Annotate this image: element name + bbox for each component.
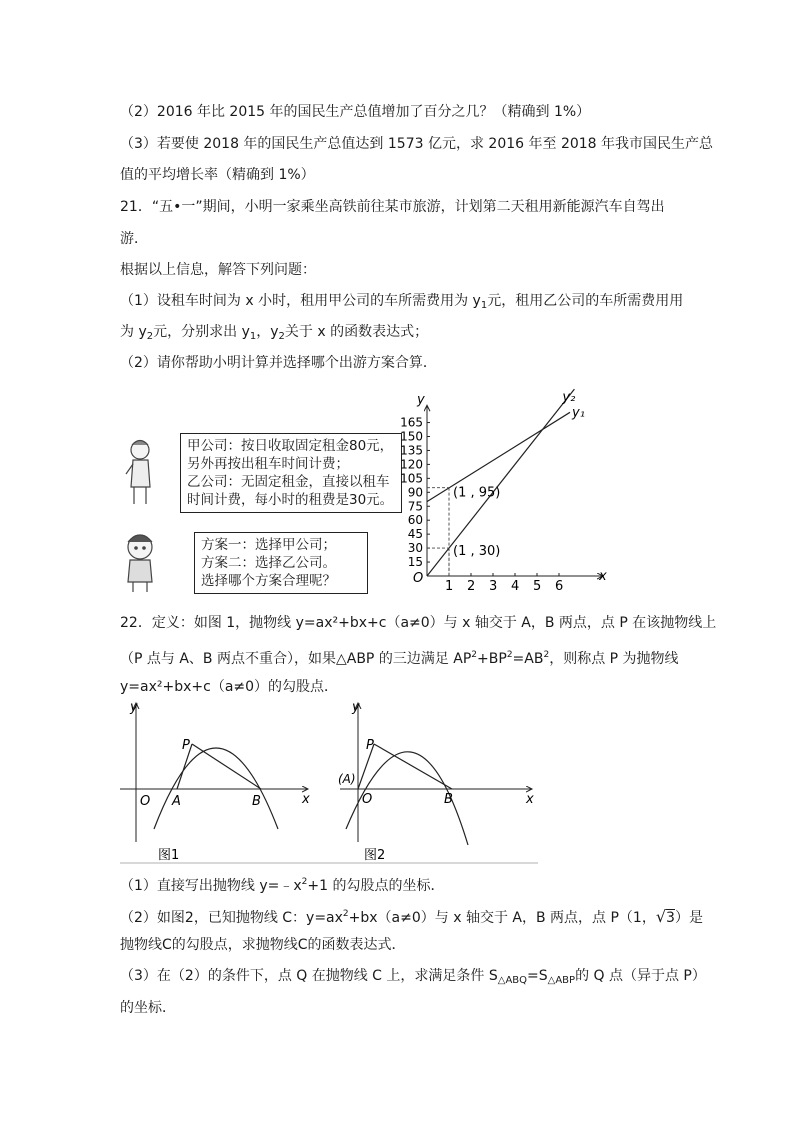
sqrt-sign: √ (655, 907, 667, 926)
q21-part1-line2 (120, 322, 428, 347)
q22-part3-eq: =S (527, 968, 548, 984)
q22-part1-sq: 2 (301, 877, 308, 887)
q22-line2 (120, 645, 679, 669)
q21-part1-text-f: 关于 x 的函数表达式； (284, 324, 429, 340)
q21-part1-text-d: 元，分别求出 y (153, 324, 250, 340)
chart-x-tick-label: 2 (467, 579, 476, 594)
q22-part3-b: 的 Q 点（异于点 P） (575, 968, 706, 984)
q22-sq-1: 2 (471, 650, 478, 660)
chart-x-label: x (599, 569, 607, 584)
chart-point-annotation: (1 , 95) (453, 485, 501, 501)
q21-part1-text-c: 为 y (120, 324, 147, 340)
chart-y-tick-label: 45 (407, 527, 423, 542)
fig1-caption: 图1 (158, 848, 180, 863)
q22-part3-line2: 的坐标． (120, 1000, 176, 1016)
fig1-p-label: P (182, 738, 190, 753)
q21-sub-2b: 2 (278, 331, 285, 342)
rental-info-line-1: 甲公司：按日收取固定租金80元， (187, 438, 394, 454)
rental-info-box (180, 433, 402, 513)
rental-info-line-4: 时间计费，每小时的租费是30元。 (187, 492, 394, 508)
chart-y-label: y (417, 392, 425, 408)
chart-y-tick-label: 120 (400, 457, 423, 472)
cartoon-figures (118, 432, 178, 592)
fig2-y-label: y (352, 700, 360, 715)
q21-part2: （2）请你帮助小明计算并选择哪个出游方案合算． (120, 355, 437, 371)
q21-part1-line1 (120, 291, 683, 316)
chart-y-tick-label: 165 (400, 415, 423, 430)
q20-part3-line2: 值的平均增长率（精确到 1%） (120, 167, 315, 183)
q22-part3-sub1: △ABQ (497, 975, 528, 986)
q21-part1-text-a: （1）设租车时间为 x 小时，租用甲公司的车所需费用为 y (120, 293, 481, 309)
fig1-origin-label: O (140, 794, 151, 809)
q21-sub-1b: 1 (249, 331, 257, 342)
q22-line2-a: （P 点与 A、B 两点不重合），如果△ABP 的三边满足 AP (120, 651, 472, 667)
q22-part2-b: +bx（a≠0）与 x 轴交于 A，B 两点，点 P（1， (348, 910, 656, 926)
q20-part3-line1: （3）若要使 2018 年的国民生产总值达到 1573 亿元，求 2016 年至 2018 年我市国民生产总 (120, 136, 714, 152)
q22-part2-a: （2）如图2，已知抛物线 C：y=ax (120, 910, 343, 926)
q22-line2-b: +BP (477, 651, 507, 667)
q22-part1 (120, 872, 445, 896)
q22-line3: y=ax²+bx+c（a≠0）的勾股点． (120, 679, 339, 695)
chart-y-tick-label: 135 (400, 443, 423, 458)
q21-sub-1: 1 (480, 300, 488, 311)
rental-info-line-2: 另外再按出租车时间计费； (187, 456, 349, 472)
fig2-b-label: B (444, 792, 453, 807)
q22-part1-a: （1）直接写出抛物线 y=﹣x (120, 878, 302, 894)
q21-part1-text-b: 元，租用乙公司的车所需费用用 (487, 293, 684, 309)
fig2-origin-label: O (362, 792, 373, 807)
plan-options-box (194, 532, 368, 594)
fig2-a-label: (A) (338, 772, 356, 786)
fig2-segment-pb (374, 744, 452, 789)
chart-x-tick-label: 1 (445, 579, 454, 594)
q22-line1: 22．定义：如图 1，抛物线 y=ax²+bx+c（a≠0）与 x 轴交于 A，B 两点，点 P 在该抛物线上 (120, 615, 717, 631)
rental-info-line-3: 乙公司：无固定租金，直接以租车 (187, 474, 390, 490)
chart-series-label-y2: y₂ (562, 390, 576, 406)
q21-intro-line1: 21．“五•一”期间，小明一家乘坐高铁前往某市旅游，计划第二天租用新能源汽车自驾出 (120, 199, 665, 215)
q22-part3-sub2: △ABP (547, 975, 576, 986)
q20-part2: （2）2016 年比 2015 年的国民生产总值增加了百分之几？（精确到 1%） (120, 104, 591, 120)
q22-line2-c: =AB (512, 651, 544, 667)
fig2-caption: 图2 (364, 848, 386, 863)
q21-intro-line2: 游． (120, 231, 148, 247)
figure-2 (338, 700, 534, 863)
chart-origin-label: O (413, 571, 424, 586)
chart-y-tick-label: 150 (400, 429, 423, 444)
fig1-a-label: A (172, 794, 181, 809)
q22-part3-a: （3）在（2）的条件下，点 Q 在抛物线 C 上，求满足条件 S (120, 968, 498, 984)
plan-option-line-3: 选择哪个方案合理呢？ (201, 573, 336, 589)
q21-sub-2a: 2 (146, 331, 154, 342)
chart-x-tick-label: 3 (489, 579, 498, 594)
q22-part2-sq: 2 (342, 909, 349, 919)
q22-part2-line2: 抛物线C的勾股点，求抛物线C的函数表达式． (120, 937, 406, 953)
q22-sq-3: 2 (543, 650, 550, 660)
chart-y-tick-label: 15 (407, 555, 423, 570)
q22-sq-2: 2 (506, 650, 513, 660)
plan-option-line-2: 方案二：选择乙公司。 (201, 555, 336, 571)
chart-y-tick-label: 60 (407, 513, 423, 528)
chart-y-tick-label: 30 (407, 541, 423, 556)
chart-y-tick-label: 90 (407, 485, 423, 500)
fig2-p-label: P (366, 738, 374, 753)
q21-instruction: 根据以上信息，解答下列问题： (120, 262, 316, 278)
figure-1 (120, 700, 310, 863)
chart-x-tick-label: 4 (511, 579, 520, 594)
q22-part2-c: ）是 (674, 910, 703, 926)
chart-y-tick-label: 105 (400, 471, 423, 486)
chart-point-annotation: (1 , 30) (453, 544, 501, 560)
chart-series-label-y1: y₁ (572, 405, 585, 421)
fig1-x-label: x (302, 792, 310, 807)
chart-y-tick-label: 75 (407, 499, 423, 514)
q22-part3-line1 (120, 966, 706, 991)
q22-part1-b: +1 的勾股点的坐标． (307, 878, 445, 894)
q22-part2-line1 (120, 904, 703, 928)
boy-cartoon-icon (128, 535, 152, 592)
fig1-b-label: B (252, 794, 261, 809)
parabola-figures (118, 697, 540, 867)
plan-option-line-1: 方案一：选择甲公司； (201, 537, 336, 553)
sqrt-radicand: 3 (666, 910, 675, 926)
q22-line2-d: ，则称点 P 为抛物线 (549, 651, 679, 667)
fig2-x-label: x (526, 792, 534, 807)
chart-x-tick-label: 6 (555, 579, 564, 594)
q21-part1-text-e: ，y (256, 324, 279, 340)
girl-cartoon-icon (126, 441, 150, 505)
chart-x-tick-label: 5 (533, 579, 542, 594)
fig1-y-label: y (130, 700, 138, 715)
rental-cost-chart (395, 382, 607, 594)
